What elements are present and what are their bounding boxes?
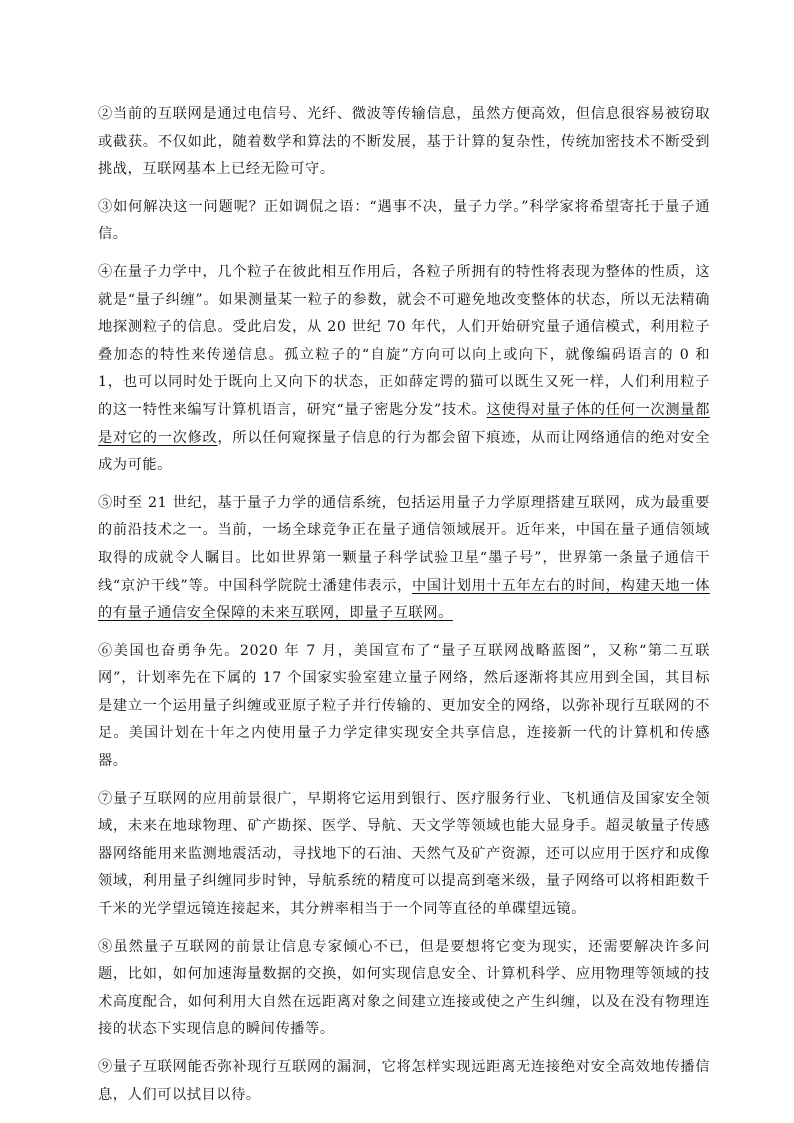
paragraph-text: 美国也奋勇争先。2020 年 7 月，美国宣布了“量子互联网战略蓝图”，又称“第二互联网”，计划率先在下属的 17 个国家实验室建立量子网络，然后逐渐将其应用到全国，其目标是建立一个运用量子纠缠或亚原子粒子并行传输的、更加安全的网络，以弥补现行互联网的不足。美国计划在十年之内使用量子力学定律实现安全共享信息，连接新一代的计算机和传感器。: [98, 642, 710, 770]
paragraph-text: 量子互联网能否弥补现行互联网的漏洞，它将怎样实现远距离无连接绝对安全高效地传播信息，人们可以拭目以待。: [98, 1059, 710, 1103]
paragraph: [98, 101, 710, 184]
paragraph-number: ⑦: [98, 790, 113, 807]
paragraph-text: 如何解决这一问题呢？正如调侃之语：“遇事不决，量子力学。”科学家将希望寄托于量子通信。: [98, 198, 710, 243]
paragraph: [98, 490, 710, 628]
paragraph: [98, 1054, 710, 1109]
paragraph-text: 在量子力学中，几个粒子在彼此相互作用后，各粒子所拥有的特性将表现为整体的性质，这就是“量子纠缠”。如果测量某一粒子的参数，就会不可避免地改变整体的状态，所以无法精确地探测粒子的信息。受此启发，从 20 世纪 70 年代，人们开始研究量子通信模式，利用粒子叠加态的特性来传递信息。孤立粒子的“自旋”方向可以向上或向下，就像编码语言的 0 和 1，也可以同时处于既向上又向下的状态，正如薛定谔的猫可以既生又死一样，人们利用粒子的这一特性来编写计算机语言，研究“量子密匙分发”技术。: [98, 263, 710, 418]
paragraph-number: ⑥: [98, 642, 114, 659]
paragraph: [98, 638, 710, 776]
paragraph-text: 时至 21 世纪，基于量子力学的通信系统，包括运用量子力学原理搭建互联网，成为最重要的前沿技术之一。当前，一场全球竞争正在量子通信领域展开。近年来，中国在量子通信领域取得的成就令人瞩目。比如世界第一颗量子科学试验卫星“墨子号”，世界第一条量子通信干线“京沪干线”等。中国科学院院士潘建伟表示，: [98, 494, 710, 594]
paragraph-number: ④: [98, 263, 113, 280]
paragraph: [98, 934, 710, 1044]
underlined-sentence: 中国计划用十五年左右的时间，构建天地一体的有量子通信安全保障的未来互联网，即量子互联网。: [98, 577, 710, 622]
article-body: [98, 101, 710, 1119]
paragraph-text: 虽然量子互联网的前景让信息专家倾心不已，但是要想将它变为现实，还需要解决许多问题，比如，如何加速海量数据的交换，如何实现信息安全、计算机科学、应用物理等领域的技术高度配合，如何利用大自然在远距离对象之间建立连接或使之产生纠缠，以及在没有物理连接的状态下实现信息的瞬间传播等。: [98, 938, 711, 1038]
paragraph-text: 量子互联网的应用前景很广，早期将它运用到银行、医疗服务行业、飞机通信及国家安全领域，未来在地球物理、矿产勘探、医学、导航、天文学等领域也能大显身手。超灵敏量子传感器网络能用来监测地震活动，寻找地下的石油、天然气及矿产资源，还可以应用于医疗和成像领域，利用量子纠缠同步时钟，导航系统的精度可以提高到毫米级，量子网络可以将相距数千千米的光学望远镜连接起来，其分辨率相当于一个同等直径的单碟望远镜。: [98, 790, 710, 918]
paragraph-number: ③: [98, 198, 114, 215]
underlined-sentence: 这使得对量子体的任何一次测量都是对它的一次修改: [98, 401, 710, 446]
paragraph-number: ⑨: [98, 1059, 113, 1075]
paragraph: [98, 259, 710, 480]
paragraph-text: 当前的互联网是通过电信号、光纤、微波等传输信息，虽然方便高效，但信息很容易被窃取或截获。不仅如此，随着数学和算法的不断发展，基于计算的复杂性，传统加密技术不断受到挑战，互联网基本上已经无险可守。: [98, 106, 710, 178]
paragraph-number: ②: [98, 106, 113, 122]
paragraph-number: ⑧: [98, 938, 114, 955]
paragraph: [98, 786, 710, 924]
paragraph-number: ⑤: [98, 494, 113, 511]
paragraph: [98, 194, 710, 249]
paragraph-text: ，所以任何窥探量子信息的行为都会留下痕迹，从而让网络通信的绝对安全成为可能。: [98, 429, 710, 474]
